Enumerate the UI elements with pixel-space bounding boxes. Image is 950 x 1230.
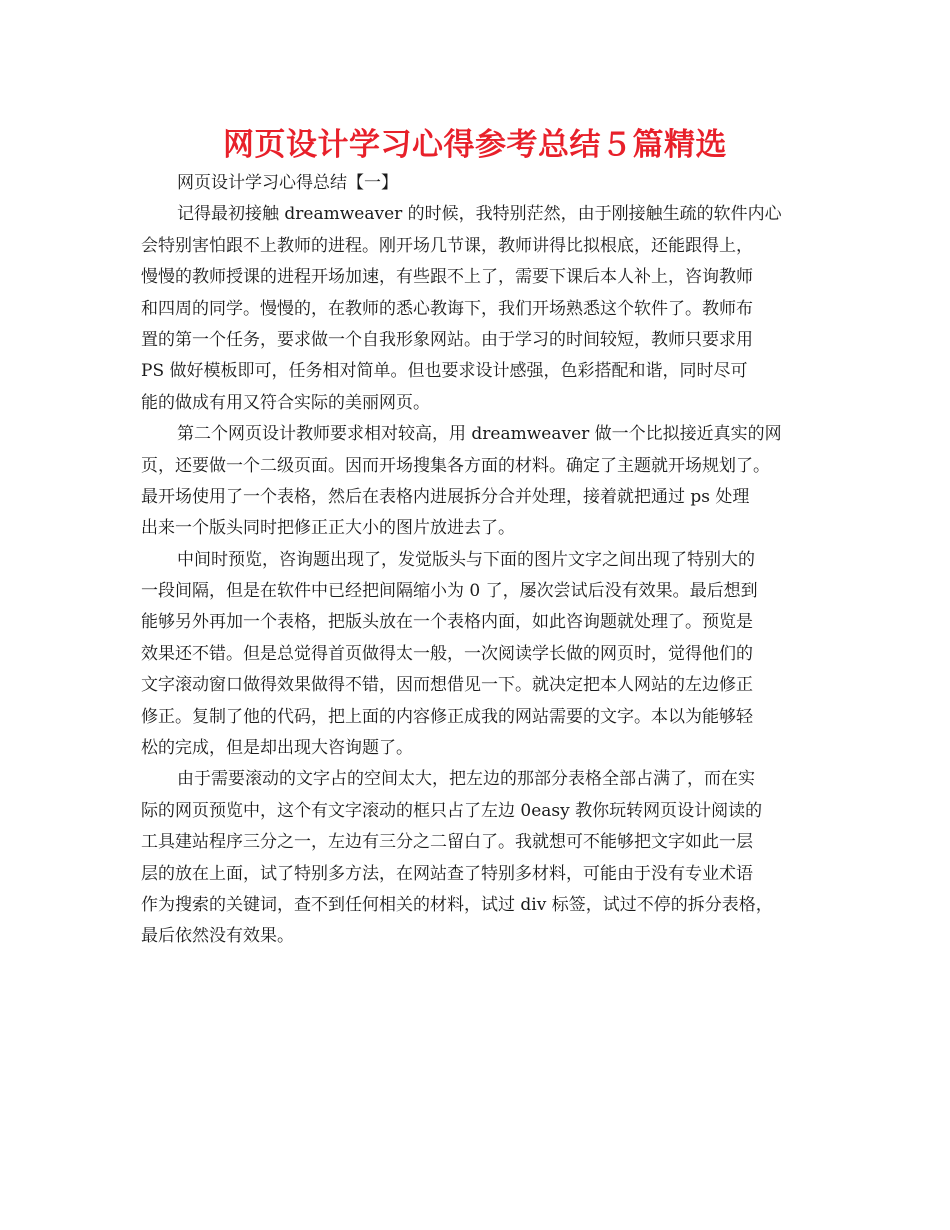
section-heading: 网页设计学习心得总结【一】 — [177, 173, 398, 193]
paragraph-line: 工具建站程序三分之一，左边有三分之二留白了。我就想可不能够把文字如此一层 — [141, 832, 753, 853]
paragraph-line: 第二个网页设计教师要求相对较高，用 dreamweaver 做一个比拟接近真实的网 — [177, 424, 782, 445]
document-title: 网页设计学习心得参考总结５篇精选 — [223, 127, 727, 163]
paragraph-line: 会特别害怕跟不上教师的进程。刚开场几节课，教师讲得比拟根底，还能跟得上， — [141, 235, 753, 256]
paragraph-line: 出来一个版头同时把修正正大小的图片放进去了。 — [141, 518, 515, 539]
paragraph-line: 记得最初接触 dreamweaver 的时候，我特别茫然，由于刚接触生疏的软件内心 — [177, 204, 782, 225]
paragraph-line: 文字滚动窗口做得效果做得不错，因而想借见一下。就决定把本人网站的左边修正 — [141, 675, 753, 696]
document-body — [141, 168, 831, 953]
paragraph-line: 由于需要滚动的文字占的空间太大，把左边的那部分表格全部占满了，而在实 — [177, 769, 755, 790]
paragraph-line: 修正。复制了他的代码，把上面的内容修正成我的网站需要的文字。本以为能够轻 — [141, 706, 753, 727]
paragraph-line: 页，还要做一个二级页面。因而开场搜集各方面的材料。确定了主题就开场规划了。 — [141, 455, 770, 476]
paragraph-line: 能够另外再加一个表格，把版头放在一个表格内面，如此咨询题就处理了。预览是 — [141, 612, 753, 633]
paragraph-line: 和四周的同学。慢慢的，在教师的悉心教诲下，我们开场熟悉这个软件了。教师布 — [141, 298, 753, 319]
paragraph-line: 效果还不错。但是总觉得首页做得太一般，一次阅读学长做的网页时，觉得他们的 — [141, 643, 753, 664]
paragraph-line: 最后依然没有效果。 — [141, 926, 294, 947]
paragraph-line: 作为搜索的关键词，查不到任何相关的材料，试过 div 标签，试过不停的拆分表格， — [141, 894, 773, 915]
paragraph-line: 松的完成，但是却出现大咨询题了。 — [141, 738, 413, 759]
paragraph-line: 中间时预览，咨询题出现了，发觉版头与下面的图片文字之间出现了特别大的 — [177, 549, 755, 570]
paragraph-line: 能的做成有用又符合实际的美丽网页。 — [141, 392, 430, 413]
paragraph-line: 置的第一个任务，要求做一个自我形象网站。由于学习的时间较短，教师只要求用 — [141, 329, 753, 350]
paragraph-line: 层的放在上面，试了特别多方法，在网站查了特别多材料，可能由于没有专业术语 — [141, 863, 753, 884]
paragraph-line: PS 做好模板即可，任务相对简单。但也要求设计感强，色彩搭配和谐，同时尽可 — [141, 361, 748, 382]
paragraph-line: 一段间隔，但是在软件中已经把间隔缩小为 0 了，屡次尝试后没有效果。最后想到 — [141, 581, 758, 602]
paragraph-line: 慢慢的教师授课的进程开场加速，有些跟不上了，需要下课后本人补上，咨询教师 — [141, 267, 753, 288]
paragraph-line: 际的网页预览中，这个有文字滚动的框只占了左边 0easy 教你玩转网页设计阅读的 — [141, 800, 763, 821]
paragraph-line: 最开场使用了一个表格，然后在表格内进展拆分合并处理，接着就把通过 ps 处理 — [141, 486, 750, 507]
